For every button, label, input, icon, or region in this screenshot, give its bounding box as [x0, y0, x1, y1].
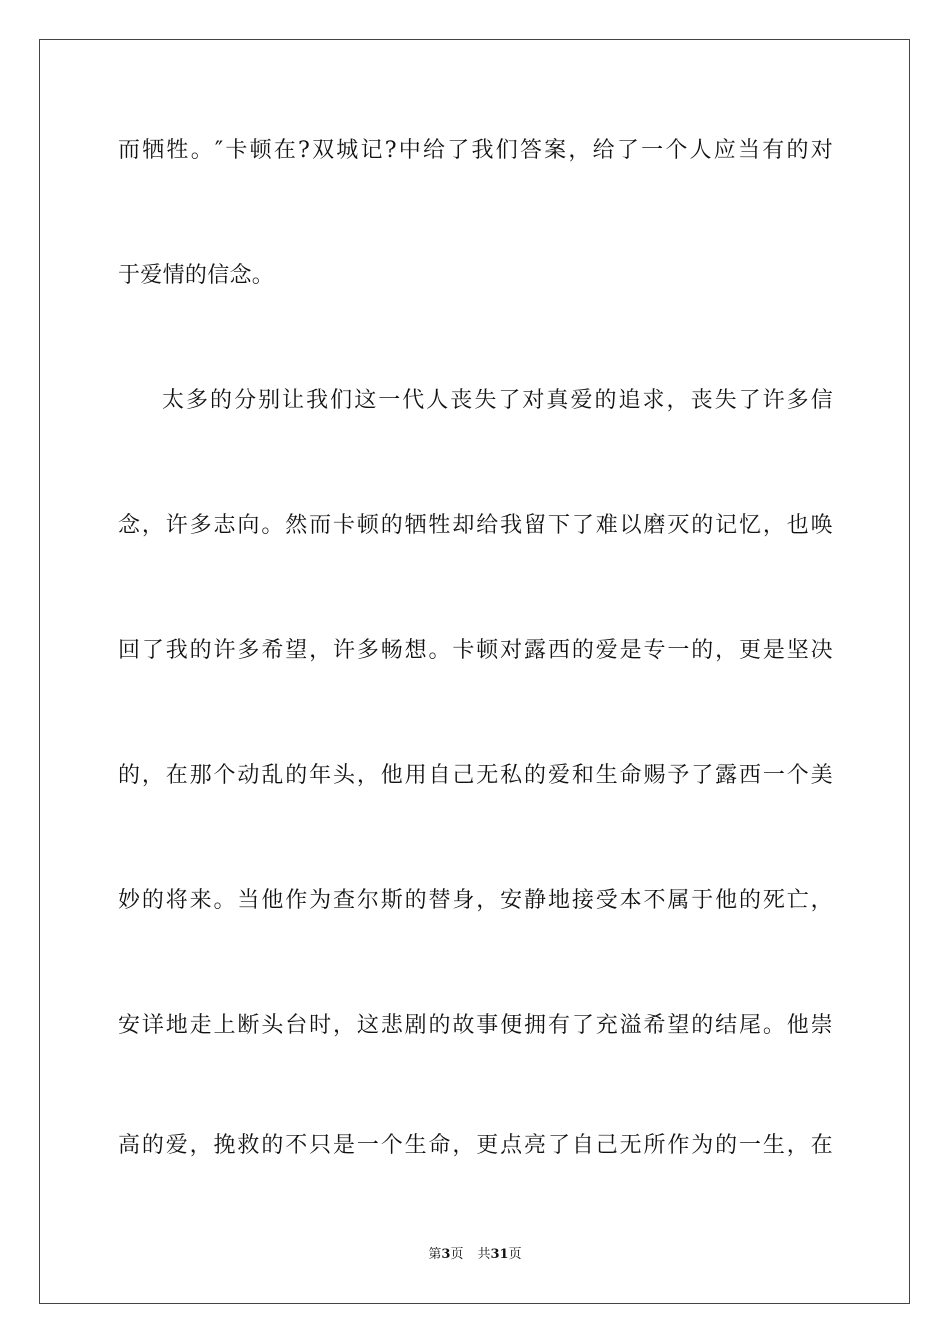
total-prefix: 共 — [477, 1247, 491, 1262]
text-line-2: 于爱情的信念。 — [118, 263, 275, 288]
text-line-1: 而牺牲。″卡顿在?双城记?中给了我们答案，给了一个人应当有的对 — [118, 138, 833, 163]
page-footer — [0, 1246, 950, 1264]
text-line-3: 太多的分别让我们这一代人丧失了对真爱的追求，丧失了许多信 — [162, 388, 833, 413]
text-line-5: 回了我的许多希望，许多畅想。卡顿对露西的爱是专一的，更是坚决 — [118, 638, 833, 663]
text-line-4: 念，许多志向。然而卡顿的牺牲却给我留下了难以磨灭的记忆，也唤 — [118, 513, 833, 538]
text-line-6: 的，在那个动乱的年头，他用自己无私的爱和生命赐予了露西一个美 — [118, 763, 833, 788]
text-line-9: 高的爱，挽救的不只是一个生命，更点亮了自己无所作为的一生，在 — [118, 1133, 833, 1158]
page-number: 3 — [441, 1247, 451, 1262]
text-line-8: 安详地走上断头台时，这悲剧的故事便拥有了充溢希望的结尾。他崇 — [118, 1013, 833, 1038]
page-prefix: 第 — [428, 1247, 442, 1262]
page-frame — [39, 39, 910, 1304]
total-pages: 31 — [490, 1247, 509, 1262]
total-suffix: 页 — [508, 1247, 522, 1262]
text-line-7: 妙的将来。当他作为查尔斯的替身，安静地接受本不属于他的死亡， — [118, 888, 833, 913]
page-suffix: 页 — [450, 1247, 464, 1262]
